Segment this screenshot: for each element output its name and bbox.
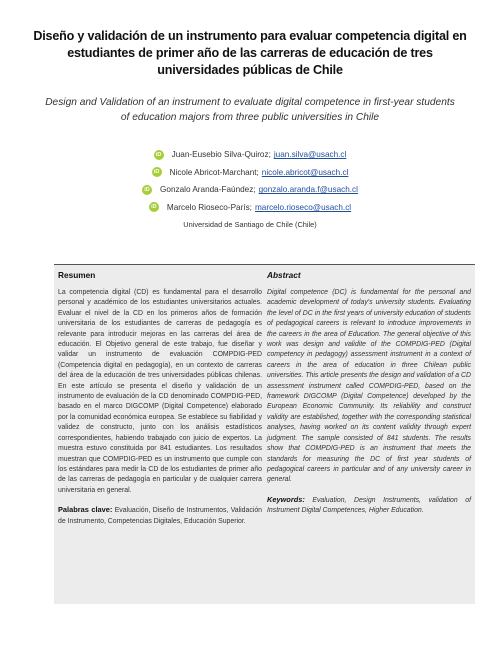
resumen-heading: Resumen	[58, 270, 96, 280]
orcid-icon[interactable]: iD	[142, 185, 152, 195]
abstract-heading: Abstract	[267, 270, 301, 280]
resumen-box	[54, 264, 266, 604]
author-name: Nicole Abricot-Marchant;	[169, 167, 259, 177]
author-list	[0, 146, 500, 216]
author-entry	[0, 181, 500, 199]
abstract-keywords	[267, 495, 471, 517]
author-email-link[interactable]: juan.silva@usach.cl	[273, 150, 347, 160]
orcid-icon[interactable]: iD	[149, 202, 159, 212]
resumen-body: La competencia digital (CD) es fundamental para el desarrollo personal y académico de los estudiantes universitarios actuales. Evaluar el nivel de la CD en los primeros años de formación universitaria de los estudiantes de carreras de pedagogía es relevante para introducir mejoras en las carreras del área de educación. El Objetivo general de este trabajo, fue diseñar y validar un instrumento de evaluación COMPDIG-PED (Competencia digital en pedagogía), en un contexto de carreras del área de la educación de tres universidades públicas chilenas. En este artículo se presenta el diseño y validación de un instrumento de evaluación de la CD denominado COMPDIG-PED, basado en el marco DIGCOMP (Digital Competence) elaborado por la comunidad económica europea. Se establece su fiabilidad y validez de constructo, junto con los análisis estadísticos correspondientes, habiendo trabajado con juicio de expertos. La muestra estuvo constituida por 841 estudiantes. Los resultados muestran que COMPDIG-PED es un instrumento que cumple con los estándares para medir la CD de los estudiantes de primer año de las carreras de pedagogía en particular y de cualquier carrera universitaria en general.	[58, 289, 262, 494]
author-name: Gonzalo Aranda-Faúndez;	[160, 185, 256, 195]
author-entry	[0, 164, 500, 182]
author-email-link[interactable]: nicole.abricot@usach.cl	[261, 167, 349, 177]
keywords-text: Evaluation, Design Instruments, validation of Instrument Digital Competences, Higher Education.	[267, 496, 471, 515]
paper-subtitle: Design and Validation of an instrument to evaluate digital competence in first-year students of education majors from three public universities in Chile	[45, 97, 455, 123]
author-entry	[0, 199, 500, 217]
keywords-label: Keywords:	[267, 494, 305, 504]
author-email-link[interactable]: gonzalo.aranda.f@usach.cl	[258, 185, 358, 195]
keywords-text: Evaluación, Diseño de Instrumentos, Validación de Instrumento, Competencias Digitales, Educación Superior.	[58, 507, 262, 525]
orcid-icon[interactable]: iD	[152, 167, 162, 177]
affiliation: Universidad de Santiago de Chile (Chile)	[183, 220, 317, 229]
author-entry	[0, 146, 500, 164]
abstract-body: Digital competence (DC) is fundamental for the personal and academic development of today's university students. Evaluating the level of DC in the first years of university education of students of pedagogical careers is relevant to introduce improvements in the careers in the area of Education. The general objective of this work was design and validite of the COMPDIG-PED (Digital competency in pedagogy) assessment instrument in a context of careers in the area of education in three Chilean public universities. This article presents the design and validation of a CD assessment instrument called COMPDIG-PED, based on the framework DIGCOMP (Digital Competence) developed by the European Economic Community. Its reliability and construct validity are established, together with the corresponding statistical analyses, having worked on its content validity through expert judgment. The sample consisted of 841 students. The results show that COMPDIG-PED is an instrument that meets the standards for measuring the DC of first year students of pedagogical careers in particular and of any university career in general.	[267, 289, 471, 484]
keywords-label: Palabras clave:	[58, 505, 113, 515]
paper-title: Diseño y validación de un instrumento para evaluar competencia digital en estudiantes de primer año de las carreras de educación de tres universidades públicas de Chile	[33, 29, 467, 77]
abstract-box	[263, 264, 475, 604]
author-name: Juan-Eusebio Silva-Quiroz;	[171, 150, 271, 160]
author-email-link[interactable]: marcelo.rioseco@usach.cl	[254, 202, 352, 212]
author-name: Marcelo Rioseco-París;	[166, 202, 252, 212]
resumen-keywords	[58, 505, 262, 527]
orcid-icon[interactable]: iD	[154, 150, 164, 160]
